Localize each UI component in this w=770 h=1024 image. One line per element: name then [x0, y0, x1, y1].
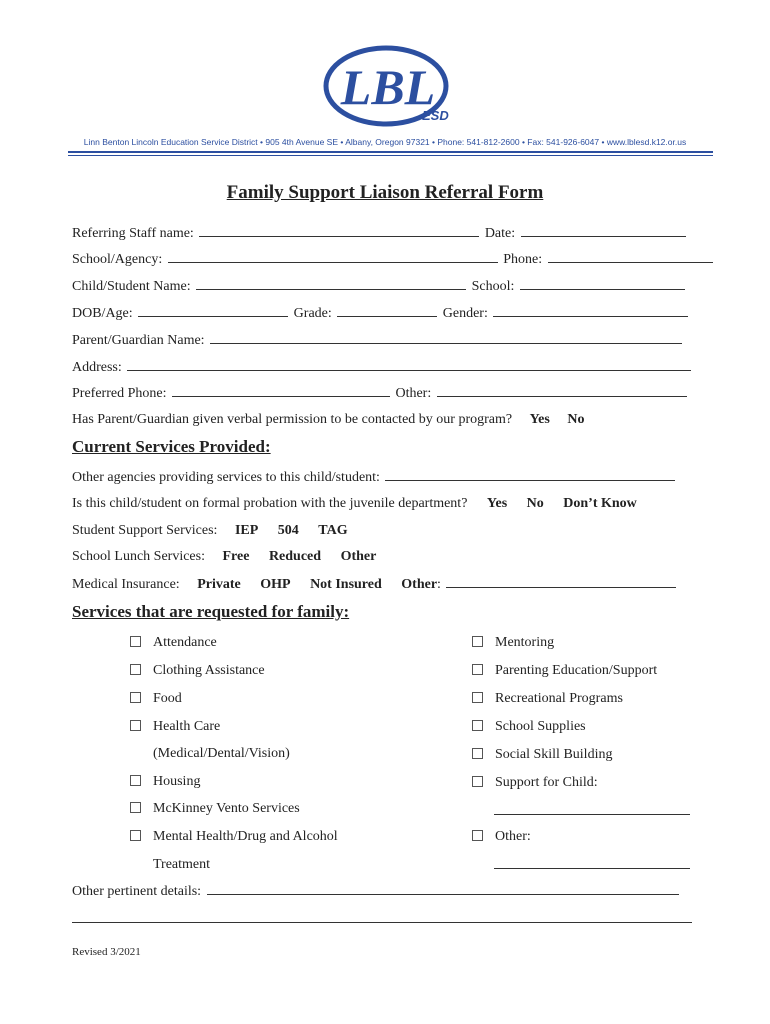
- dob-field[interactable]: [138, 304, 288, 317]
- service-mental-health-cont: Treatment: [153, 857, 211, 872]
- service-label: McKinney Vento Services: [153, 801, 300, 816]
- service-parenting[interactable]: [472, 662, 657, 680]
- other-phone-label: Other:: [395, 386, 432, 401]
- header-rule: [68, 151, 713, 153]
- insurance-ohp[interactable]: OHP: [260, 577, 291, 592]
- parent-name-label: Parent/Guardian Name:: [72, 333, 205, 348]
- insurance-not-insured[interactable]: Not Insured: [310, 577, 382, 592]
- other-details-field[interactable]: [207, 882, 679, 895]
- insurance-other[interactable]: Other: [401, 577, 438, 592]
- service-clothing[interactable]: [130, 662, 265, 680]
- checkbox[interactable]: [130, 636, 141, 647]
- permission-no[interactable]: No: [567, 412, 585, 427]
- service-social-skill[interactable]: [472, 746, 612, 764]
- other-agencies-field[interactable]: [385, 468, 675, 481]
- support-iep[interactable]: IEP: [234, 523, 259, 538]
- service-label: School Supplies: [495, 719, 586, 734]
- other-details-field-2[interactable]: [72, 922, 692, 923]
- support-tag[interactable]: TAG: [318, 523, 348, 538]
- header-rule-thin: [68, 155, 713, 156]
- checkbox[interactable]: [472, 748, 483, 759]
- phone-field[interactable]: [548, 250, 713, 263]
- logo-text: LBL: [340, 59, 436, 115]
- preferred-phone-label: Preferred Phone:: [72, 386, 167, 401]
- row-child-name: [72, 277, 687, 296]
- row-school-agency: [72, 250, 715, 269]
- lunch-reduced[interactable]: Reduced: [268, 549, 322, 564]
- checkbox[interactable]: [472, 830, 483, 841]
- insurance-other-colon: :: [437, 577, 441, 592]
- date-label: Date:: [484, 226, 516, 241]
- child-name-field[interactable]: [196, 277, 466, 290]
- lbl-esd-logo: [322, 44, 452, 130]
- service-label: Mental Health/Drug and Alcohol: [153, 829, 338, 844]
- service-label: Support for Child:: [495, 775, 598, 790]
- current-services-heading: Current Services Provided:: [72, 437, 271, 456]
- permission-question: Has Parent/Guardian given verbal permission to be contacted by our program?: [72, 412, 513, 427]
- referring-staff-label: Referring Staff name:: [72, 226, 194, 241]
- probation-no[interactable]: No: [526, 496, 544, 511]
- checkbox[interactable]: [130, 664, 141, 675]
- service-label: Mentoring: [495, 635, 555, 650]
- service-label: Other:: [495, 829, 531, 844]
- probation-question: Is this child/student on formal probation with the juvenile department?: [72, 496, 468, 511]
- checkbox[interactable]: [130, 802, 141, 813]
- checkbox[interactable]: [130, 720, 141, 731]
- row-probation: [72, 495, 637, 513]
- service-health-care-detail: (Medical/Dental/Vision): [153, 746, 290, 761]
- row-dob: [72, 304, 690, 323]
- service-label: Clothing Assistance: [153, 663, 265, 678]
- child-name-label: Child/Student Name:: [72, 279, 191, 294]
- permission-yes[interactable]: Yes: [529, 412, 550, 427]
- row-medical-insurance: [72, 575, 678, 594]
- service-housing[interactable]: [130, 773, 200, 791]
- probation-yes[interactable]: Yes: [486, 496, 508, 511]
- probation-dont-know[interactable]: Don’t Know: [563, 496, 637, 511]
- service-mental-health[interactable]: [130, 828, 338, 846]
- preferred-phone-field[interactable]: [172, 384, 390, 397]
- student-support-label: Student Support Services:: [72, 523, 218, 538]
- gender-label: Gender:: [442, 306, 488, 321]
- service-support-child[interactable]: [472, 774, 598, 792]
- checkbox[interactable]: [472, 664, 483, 675]
- row-parent-name: [72, 331, 684, 350]
- row-school-lunch: [72, 548, 376, 566]
- service-school-supplies[interactable]: [472, 718, 586, 736]
- checkbox[interactable]: [130, 775, 141, 786]
- row-other-details: [72, 882, 681, 901]
- service-mckinney-vento[interactable]: [130, 800, 300, 818]
- service-mentoring[interactable]: [472, 634, 554, 652]
- checkbox[interactable]: [130, 830, 141, 841]
- contact-line: Linn Benton Lincoln Education Service District • 905 4th Avenue SE • Albany, Oregon 97321 • Phone: 541-812-2600 • Fax: 541-926-6047 • www.lblesd.k12.or.us: [83, 137, 687, 147]
- support-child-field[interactable]: [494, 814, 690, 815]
- service-health-care[interactable]: [130, 718, 220, 736]
- referring-staff-field[interactable]: [199, 224, 479, 237]
- service-other[interactable]: [472, 828, 531, 846]
- service-label: Food: [153, 691, 182, 706]
- other-agencies-label: Other agencies providing services to this child/student:: [72, 470, 380, 485]
- insurance-other-field[interactable]: [446, 575, 676, 588]
- row-student-support: [72, 522, 348, 540]
- school-lunch-label: School Lunch Services:: [72, 549, 205, 564]
- service-label: Housing: [153, 774, 201, 789]
- row-permission: [72, 411, 584, 429]
- other-details-label: Other pertinent details:: [72, 884, 202, 899]
- service-label: Recreational Programs: [495, 691, 623, 706]
- service-label: Social Skill Building: [495, 747, 613, 762]
- row-address: [72, 358, 693, 377]
- insurance-private[interactable]: Private: [197, 577, 241, 592]
- other-phone-field[interactable]: [437, 384, 687, 397]
- checkbox[interactable]: [472, 776, 483, 787]
- phone-label: Phone:: [503, 252, 543, 267]
- service-other-field[interactable]: [494, 868, 690, 869]
- grade-field[interactable]: [337, 304, 437, 317]
- checkbox[interactable]: [472, 692, 483, 703]
- date-field[interactable]: [521, 224, 686, 237]
- lunch-other[interactable]: Other: [340, 549, 377, 564]
- service-label: Health Care: [153, 719, 221, 734]
- lunch-free[interactable]: Free: [222, 549, 250, 564]
- address-label: Address:: [72, 360, 122, 375]
- school-agency-field[interactable]: [168, 250, 498, 263]
- checkbox[interactable]: [472, 720, 483, 731]
- dob-label: DOB/Age:: [72, 306, 133, 321]
- revised-date: Revised 3/2021: [72, 946, 141, 958]
- service-attendance[interactable]: [130, 634, 217, 652]
- service-food[interactable]: [130, 690, 182, 708]
- service-recreational[interactable]: [472, 690, 623, 708]
- row-preferred-phone: [72, 384, 689, 403]
- school-label: School:: [471, 279, 515, 294]
- gender-field[interactable]: [493, 304, 688, 317]
- service-label: Parenting Education/Support: [495, 663, 658, 678]
- support-504[interactable]: 504: [277, 523, 299, 538]
- logo-subtext: ESD: [422, 108, 449, 123]
- row-other-agencies: [72, 468, 677, 487]
- row-referring-staff: [72, 224, 688, 243]
- address-field[interactable]: [127, 358, 691, 371]
- grade-label: Grade:: [293, 306, 332, 321]
- checkbox[interactable]: [130, 692, 141, 703]
- requested-services-heading: Services that are requested for family:: [72, 602, 350, 621]
- medical-insurance-label: Medical Insurance:: [72, 577, 180, 592]
- form-title: Family Support Liaison Referral Form: [226, 182, 544, 203]
- school-field[interactable]: [520, 277, 685, 290]
- checkbox[interactable]: [472, 636, 483, 647]
- parent-name-field[interactable]: [210, 331, 682, 344]
- service-label: Attendance: [153, 635, 217, 650]
- school-agency-label: School/Agency:: [72, 252, 163, 267]
